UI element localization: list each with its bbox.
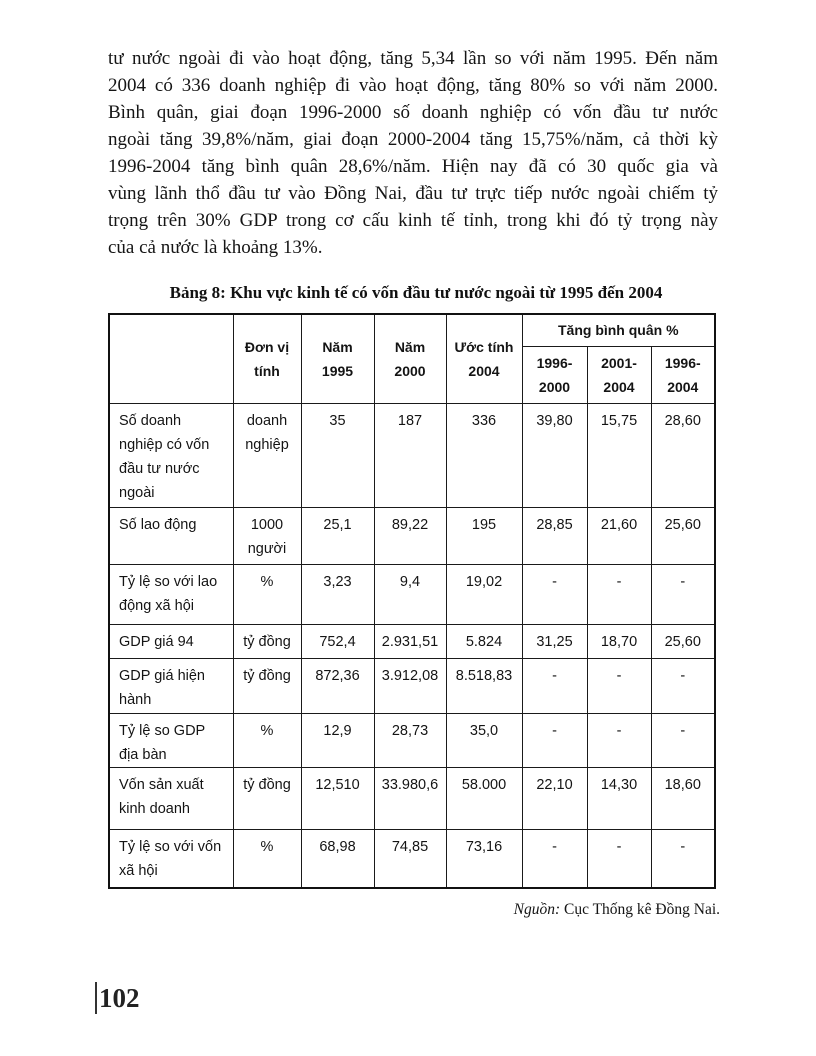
table-row [109, 767, 715, 829]
statistics-table [108, 313, 716, 889]
value-2004-estimate-cell: 58.000 [446, 767, 522, 829]
growth-2001-2004-cell: - [587, 658, 651, 713]
table-row [109, 507, 715, 564]
table-row [109, 403, 715, 507]
indicator-label-cell: Tỷ lệ so GDP địa bàn [109, 713, 233, 767]
growth-1996-2000-cell: - [522, 658, 587, 713]
table-row [109, 564, 715, 624]
unit-cell: % [233, 564, 301, 624]
unit-cell: 1000 người [233, 507, 301, 564]
growth-1996-2004-cell: 25,60 [651, 624, 715, 658]
value-2004-estimate-cell: 73,16 [446, 829, 522, 888]
growth-1996-2000-cell: 22,10 [522, 767, 587, 829]
value-2000-cell: 3.912,08 [374, 658, 446, 713]
paragraph-line: tư nước ngoài đi vào hoạt động, tăng 5,34 lần so với năm 1995. Đến năm [108, 48, 718, 69]
value-1995-cell: 68,98 [301, 829, 374, 888]
column-header-indicator [109, 314, 233, 403]
growth-2001-2004-cell: - [587, 829, 651, 888]
unit-cell: tỷ đồng [233, 658, 301, 713]
growth-1996-2000-cell: - [522, 564, 587, 624]
value-2000-cell: 33.980,6 [374, 767, 446, 829]
unit-cell: % [233, 829, 301, 888]
growth-1996-2000-cell: - [522, 713, 587, 767]
value-2000-cell: 187 [374, 403, 446, 507]
page-number: 102 [95, 982, 140, 1014]
column-header-unit: Đơn vị tính [233, 314, 301, 403]
column-header-2000: Năm 2000 [374, 314, 446, 403]
source-label: Nguồn: [513, 901, 561, 918]
paragraph-line: của cả nước là khoảng 13%. [108, 237, 323, 258]
indicator-label-cell: GDP giá 94 [109, 624, 233, 658]
value-2004-estimate-cell: 336 [446, 403, 522, 507]
indicator-label-cell: Số doanh nghiệp có vốn đầu tư nước ngoài [109, 403, 233, 507]
growth-1996-2004-cell: - [651, 829, 715, 888]
growth-1996-2000-cell: - [522, 829, 587, 888]
column-header-growth-1996-2000: 1996- 2000 [522, 346, 587, 403]
unit-cell: tỷ đồng [233, 624, 301, 658]
table-row [109, 658, 715, 713]
value-2004-estimate-cell: 5.824 [446, 624, 522, 658]
growth-2001-2004-cell: - [587, 564, 651, 624]
column-header-average-growth: Tăng bình quân % [522, 314, 715, 346]
value-2000-cell: 74,85 [374, 829, 446, 888]
header-row [109, 314, 715, 346]
growth-2001-2004-cell: 18,70 [587, 624, 651, 658]
table-header [109, 314, 715, 403]
growth-1996-2000-cell: 39,80 [522, 403, 587, 507]
growth-1996-2004-cell: 28,60 [651, 403, 715, 507]
column-header-2004-estimate: Ước tính 2004 [446, 314, 522, 403]
paragraph-line: 1996-2004 tăng bình quân 28,6%/năm. Hiện nay đã có 30 quốc gia và [108, 156, 718, 177]
growth-1996-2004-cell: - [651, 713, 715, 767]
paragraph-line: Bình quân, giai đoạn 1996-2000 số doanh nghiệp có vốn đầu tư nước [108, 102, 718, 123]
paragraph-line: vùng lãnh thổ đầu tư vào Đồng Nai, đầu tư trực tiếp nước ngoài chiếm tỷ [108, 183, 718, 204]
value-2000-cell: 9,4 [374, 564, 446, 624]
value-1995-cell: 872,36 [301, 658, 374, 713]
value-2004-estimate-cell: 19,02 [446, 564, 522, 624]
value-1995-cell: 12,9 [301, 713, 374, 767]
column-header-growth-1996-2004: 1996- 2004 [651, 346, 715, 403]
source-note [514, 898, 720, 922]
table-caption: Bảng 8: Khu vực kinh tế có vốn đầu tư nước ngoài từ 1995 đến 2004 [169, 283, 663, 302]
growth-2001-2004-cell: 15,75 [587, 403, 651, 507]
growth-1996-2004-cell: 18,60 [651, 767, 715, 829]
table-row [109, 829, 715, 888]
indicator-label-cell: Vốn sản xuất kinh doanh [109, 767, 233, 829]
growth-1996-2004-cell: 25,60 [651, 507, 715, 564]
growth-1996-2004-cell: - [651, 564, 715, 624]
value-1995-cell: 752,4 [301, 624, 374, 658]
body-paragraph [108, 45, 718, 261]
indicator-label-cell: Tỷ lệ so với lao động xã hội [109, 564, 233, 624]
paragraph-line: 2004 có 336 doanh nghiệp đi vào hoạt động, tăng 80% so với năm 2000. [108, 75, 718, 96]
value-1995-cell: 25,1 [301, 507, 374, 564]
growth-2001-2004-cell: 21,60 [587, 507, 651, 564]
source-text: Cục Thống kê Đồng Nai. [564, 901, 720, 918]
growth-1996-2000-cell: 31,25 [522, 624, 587, 658]
paragraph-line: trọng trên 30% GDP trong cơ cấu kinh tế tỉnh, trong khi đó tỷ trọng này [108, 210, 718, 231]
value-2000-cell: 89,22 [374, 507, 446, 564]
growth-2001-2004-cell: 14,30 [587, 767, 651, 829]
growth-1996-2004-cell: - [651, 658, 715, 713]
indicator-label-cell: Số lao động [109, 507, 233, 564]
unit-cell: doanh nghiệp [233, 403, 301, 507]
value-2000-cell: 28,73 [374, 713, 446, 767]
value-2004-estimate-cell: 195 [446, 507, 522, 564]
value-2004-estimate-cell: 8.518,83 [446, 658, 522, 713]
column-header-1995: Năm 1995 [301, 314, 374, 403]
value-1995-cell: 12,510 [301, 767, 374, 829]
value-1995-cell: 3,23 [301, 564, 374, 624]
unit-cell: tỷ đồng [233, 767, 301, 829]
table-row [109, 624, 715, 658]
table-body [109, 403, 715, 888]
value-2000-cell: 2.931,51 [374, 624, 446, 658]
column-header-growth-2001-2004: 2001- 2004 [587, 346, 651, 403]
paragraph-line: ngoài tăng 39,8%/năm, giai đoạn 2000-2004 tăng 15,75%/năm, cả thời kỳ [108, 129, 718, 150]
value-2004-estimate-cell: 35,0 [446, 713, 522, 767]
unit-cell: % [233, 713, 301, 767]
table-row [109, 713, 715, 767]
indicator-label-cell: GDP giá hiện hành [109, 658, 233, 713]
growth-2001-2004-cell: - [587, 713, 651, 767]
value-1995-cell: 35 [301, 403, 374, 507]
growth-1996-2000-cell: 28,85 [522, 507, 587, 564]
indicator-label-cell: Tỷ lệ so với vốn xã hội [109, 829, 233, 888]
